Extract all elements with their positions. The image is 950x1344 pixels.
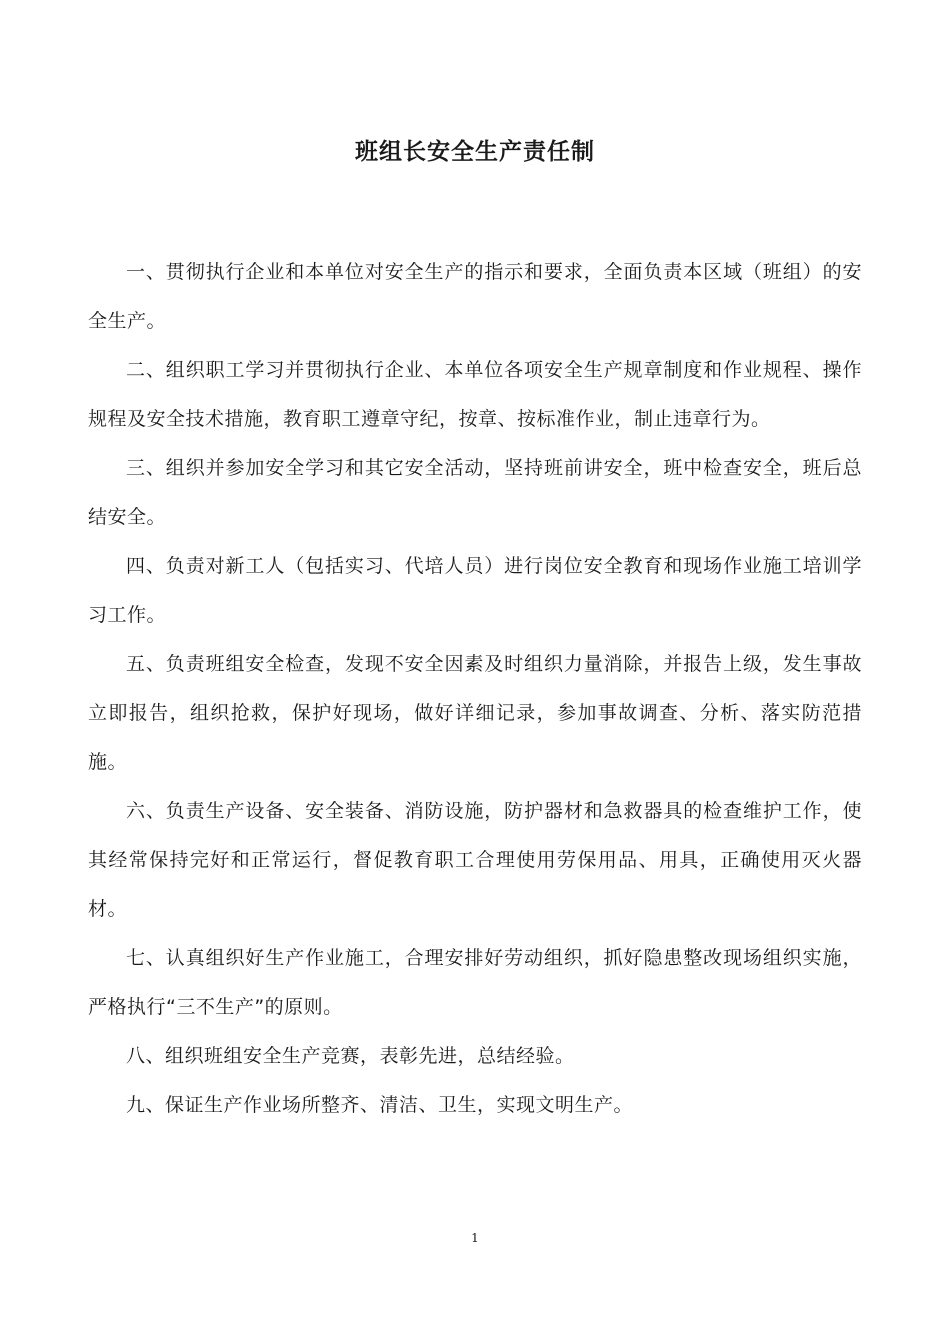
paragraph-5: 五、负责班组安全检查，发现不安全因素及时组织力量消除，并报告上级，发生事故立即报告，组织抢救，保护好现场，做好详细记录，参加事故调查、分析、落实防范措施。 [88, 653, 862, 773]
paragraph-9: 九、保证生产作业场所整齐、清洁、卫生，实现文明生产。 [126, 1094, 634, 1116]
paragraph-3: 三、组织并参加安全学习和其它安全活动，坚持班前讲安全，班中检查安全，班后总结安全。 [88, 457, 862, 528]
page-number: 1 [471, 1231, 479, 1245]
paragraph-7: 七、认真组织好生产作业施工，合理安排好劳动组织，抓好隐患整改现场组织实施，严格执行“三不生产”的原则。 [88, 947, 862, 1018]
paragraph-6: 六、负责生产设备、安全装备、消防设施，防护器材和急救器具的检查维护工作，使其经常保持完好和正常运行，督促教育职工合理使用劳保用品、用具，正确使用灭火器材。 [88, 800, 862, 920]
document-title: 班组长安全生产责任制 [355, 139, 595, 165]
paragraph-4: 四、负责对新工人（包括实习、代培人员）进行岗位安全教育和现场作业施工培训学习工作。 [88, 555, 862, 626]
paragraph-8: 八、组织班组安全生产竞赛，表彰先进，总结经验。 [126, 1045, 575, 1067]
paragraph-1: 一、贯彻执行企业和本单位对安全生产的指示和要求，全面负责本区域（班组）的安全生产。 [88, 261, 862, 332]
document-body [88, 248, 862, 1130]
paragraph-2: 二、组织职工学习并贯彻执行企业、本单位各项安全生产规章制度和作业规程、操作规程及安全技术措施，教育职工遵章守纪，按章、按标准作业，制止违章行为。 [88, 359, 862, 430]
